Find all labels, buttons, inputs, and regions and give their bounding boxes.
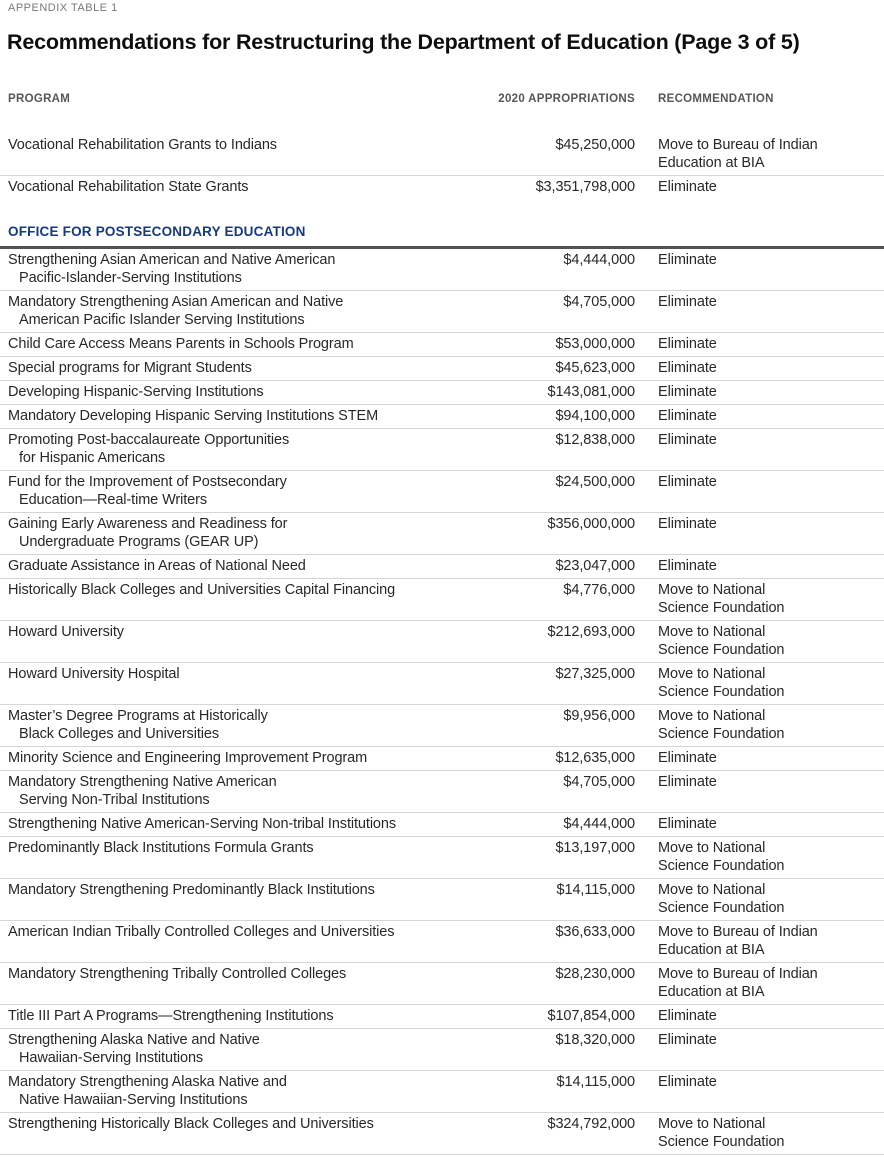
text-line: Graduate Assistance in Areas of National Need xyxy=(8,558,306,574)
table-row xyxy=(0,290,884,332)
text-line: Move to National xyxy=(658,708,766,724)
text-line: Eliminate xyxy=(658,474,717,490)
text-line: Mandatory Strengthening Tribally Controlled Colleges xyxy=(8,966,347,982)
table-row xyxy=(0,962,884,1004)
appropriation-cell: $23,047,000 xyxy=(555,558,635,574)
recommendation-cell xyxy=(658,773,884,809)
recommendation-cell xyxy=(658,665,884,701)
appropriation-cell: $28,230,000 xyxy=(555,966,635,982)
program-cell xyxy=(0,815,498,833)
text-line: Education—Real-time Writers xyxy=(19,492,208,508)
program-cell xyxy=(0,923,498,959)
text-line: Move to National xyxy=(658,624,766,640)
appropriation-cell: $13,197,000 xyxy=(555,840,635,856)
text-line: Education at BIA xyxy=(658,942,765,958)
recommendation-cell xyxy=(658,815,884,833)
appropriation-cell: $3,351,798,000 xyxy=(535,179,635,195)
appropriation-cell: $14,115,000 xyxy=(556,1074,635,1090)
text-line: Eliminate xyxy=(658,336,717,352)
recommendation-cell xyxy=(658,707,884,743)
recommendation-cell xyxy=(658,839,884,875)
appropriation-cell: $107,854,000 xyxy=(547,1008,635,1024)
program-cell xyxy=(0,665,498,701)
program-cell xyxy=(0,1115,498,1151)
program-cell xyxy=(0,881,498,917)
recommendation-cell xyxy=(658,881,884,917)
recommendation-cell xyxy=(658,1031,884,1067)
recommendation-cell xyxy=(658,1073,884,1109)
text-line: Move to Bureau of Indian xyxy=(658,137,818,153)
text-line: Child Care Access Means Parents in Schools Program xyxy=(8,336,354,352)
text-line: Strengthening Asian American and Native American xyxy=(8,252,336,268)
text-line: Fund for the Improvement of Postsecondary xyxy=(8,474,287,490)
text-line: Mandatory Strengthening Alaska Native and xyxy=(8,1074,287,1090)
text-line: Move to National xyxy=(658,582,766,598)
table-row xyxy=(0,1070,884,1112)
text-line: Hawaiian-Serving Institutions xyxy=(19,1050,204,1066)
appropriation-cell: $4,705,000 xyxy=(563,294,635,310)
appropriation-cell: $94,100,000 xyxy=(555,408,635,424)
recommendation-cell xyxy=(658,581,884,617)
recommendation-cell xyxy=(658,1007,884,1025)
appropriation-cell: $12,838,000 xyxy=(555,432,635,448)
text-line: Eliminate xyxy=(658,558,717,574)
appropriation-cell: $356,000,000 xyxy=(547,516,635,532)
recommendation-cell xyxy=(658,136,884,172)
appropriation-cell: $9,956,000 xyxy=(563,708,635,724)
table-row xyxy=(0,920,884,962)
text-line: Move to National xyxy=(658,840,766,856)
recommendation-cell xyxy=(658,749,884,767)
appropriation-cell: $36,633,000 xyxy=(555,924,635,940)
program-cell xyxy=(0,515,498,551)
text-line: Move to Bureau of Indian xyxy=(658,966,818,982)
program-cell xyxy=(0,431,498,467)
text-line: Eliminate xyxy=(658,816,717,832)
text-line: Eliminate xyxy=(658,516,717,532)
text-line: Gaining Early Awareness and Readiness for xyxy=(8,516,288,532)
text-line: Eliminate xyxy=(658,408,717,424)
text-line: Promoting Post-baccalaureate Opportunities xyxy=(8,432,290,448)
program-cell xyxy=(0,557,498,575)
program-cell xyxy=(0,1031,498,1067)
text-line: Science Foundation xyxy=(658,600,785,616)
column-header-program: PROGRAM xyxy=(8,93,71,105)
table-row xyxy=(0,356,884,380)
text-line: Education at BIA xyxy=(658,155,765,171)
text-line: Education at BIA xyxy=(658,984,765,1000)
program-cell xyxy=(0,136,498,172)
text-line: Mandatory Strengthening Native American xyxy=(8,774,277,790)
table-row xyxy=(0,470,884,512)
text-line: Strengthening Historically Black Colleges and Universities xyxy=(8,1116,374,1132)
text-line: Science Foundation xyxy=(658,858,785,874)
text-line: Eliminate xyxy=(658,774,717,790)
table-row xyxy=(0,175,884,199)
recommendation-cell xyxy=(658,383,884,401)
program-cell xyxy=(0,178,498,196)
table-row xyxy=(0,404,884,428)
appropriation-cell: $4,444,000 xyxy=(563,816,635,832)
column-header-recommendation: RECOMMENDATION xyxy=(658,93,774,105)
program-cell xyxy=(0,359,498,377)
text-line: Eliminate xyxy=(658,179,717,195)
text-line: Eliminate xyxy=(658,294,717,310)
text-line: Mandatory Strengthening Asian American and Native xyxy=(8,294,344,310)
text-line: Native Hawaiian-Serving Institutions xyxy=(19,1092,248,1108)
recommendation-cell xyxy=(658,293,884,329)
table-row xyxy=(0,770,884,812)
text-line: Black Colleges and Universities xyxy=(19,726,219,742)
recommendation-cell xyxy=(658,407,884,425)
page-title: Recommendations for Restructuring the Department of Education (Page 3 of 5) xyxy=(7,30,800,54)
text-line: Eliminate xyxy=(658,360,717,376)
column-header-appropriations: 2020 APPROPRIATIONS xyxy=(498,93,635,105)
text-line: Science Foundation xyxy=(658,900,785,916)
text-line: Eliminate xyxy=(658,1032,717,1048)
appropriation-cell: $4,444,000 xyxy=(563,252,635,268)
program-cell xyxy=(0,623,498,659)
text-line: Mandatory Developing Hispanic Serving Institutions STEM xyxy=(8,408,379,424)
recommendation-cell xyxy=(658,335,884,353)
text-line: Predominantly Black Institutions Formula Grants xyxy=(8,840,314,856)
table-row xyxy=(0,812,884,836)
table-row xyxy=(0,836,884,878)
text-line: Howard University Hospital xyxy=(8,666,180,682)
table-row xyxy=(0,512,884,554)
program-cell xyxy=(0,293,498,329)
text-line: American Indian Tribally Controlled Colleges and Universities xyxy=(8,924,395,940)
text-line: Vocational Rehabilitation Grants to Indians xyxy=(8,137,277,153)
appropriation-cell: $4,776,000 xyxy=(563,582,635,598)
text-line: Developing Hispanic-Serving Institutions xyxy=(8,384,264,400)
table-row xyxy=(0,554,884,578)
recommendation-cell xyxy=(658,623,884,659)
table-row xyxy=(0,578,884,620)
text-line: Serving Non-Tribal Institutions xyxy=(19,792,210,808)
program-cell xyxy=(0,749,498,767)
appropriation-cell: $143,081,000 xyxy=(547,384,635,400)
appropriation-cell: $12,635,000 xyxy=(555,750,635,766)
appropriation-cell: $27,325,000 xyxy=(555,666,635,682)
program-cell xyxy=(0,839,498,875)
text-line: Pacific-Islander-Serving Institutions xyxy=(19,270,242,286)
table-kicker: APPENDIX TABLE 1 xyxy=(8,2,118,14)
text-line: Mandatory Strengthening Predominantly Black Institutions xyxy=(8,882,375,898)
recommendation-cell xyxy=(658,1115,884,1151)
recommendation-cell xyxy=(658,431,884,467)
text-line: Minority Science and Engineering Improvement Program xyxy=(8,750,368,766)
program-cell xyxy=(0,383,498,401)
text-line: Strengthening Native American-Serving Non-tribal Institutions xyxy=(8,816,397,832)
text-line: Vocational Rehabilitation State Grants xyxy=(8,179,249,195)
appropriation-cell: $45,623,000 xyxy=(555,360,635,376)
text-line: Howard University xyxy=(8,624,124,640)
program-cell xyxy=(0,965,498,1001)
recommendation-cell xyxy=(658,473,884,509)
text-line: Move to National xyxy=(658,1116,766,1132)
recommendation-cell xyxy=(658,515,884,551)
appropriation-cell: $45,250,000 xyxy=(555,137,635,153)
table-row xyxy=(0,134,884,175)
text-line: Science Foundation xyxy=(658,726,785,742)
table-row xyxy=(0,746,884,770)
recommendation-cell xyxy=(658,965,884,1001)
program-cell xyxy=(0,1007,498,1025)
program-cell xyxy=(0,473,498,509)
text-line: Science Foundation xyxy=(658,642,785,658)
appropriation-cell: $24,500,000 xyxy=(555,474,635,490)
appropriation-cell: $14,115,000 xyxy=(556,882,635,898)
table-row xyxy=(0,704,884,746)
text-line: Title III Part A Programs—Strengthening Institutions xyxy=(8,1008,334,1024)
program-cell xyxy=(0,1073,498,1109)
text-line: Move to National xyxy=(658,666,766,682)
text-line: Eliminate xyxy=(658,750,717,766)
recommendation-cell xyxy=(658,251,884,287)
recommendation-cell xyxy=(658,359,884,377)
program-cell xyxy=(0,407,498,425)
recommendation-cell xyxy=(658,923,884,959)
appropriation-cell: $4,705,000 xyxy=(563,774,635,790)
table-row xyxy=(0,1028,884,1070)
text-line: Eliminate xyxy=(658,1074,717,1090)
text-line: Eliminate xyxy=(658,1008,717,1024)
table-row xyxy=(0,428,884,470)
table-body xyxy=(0,134,884,1155)
appropriation-cell: $212,693,000 xyxy=(547,624,635,640)
text-line: Strengthening Alaska Native and Native xyxy=(8,1032,260,1048)
program-cell xyxy=(0,251,498,287)
program-cell xyxy=(0,707,498,743)
text-line: for Hispanic Americans xyxy=(19,450,166,466)
text-line: Science Foundation xyxy=(658,684,785,700)
text-line: Undergraduate Programs (GEAR UP) xyxy=(19,534,259,550)
table-row xyxy=(0,878,884,920)
appropriation-cell: $324,792,000 xyxy=(547,1116,635,1132)
section-heading: OFFICE FOR POSTSECONDARY EDUCATION xyxy=(0,223,884,249)
text-line: Eliminate xyxy=(658,252,717,268)
appropriation-cell: $18,320,000 xyxy=(555,1032,635,1048)
recommendation-cell xyxy=(658,557,884,575)
recommendation-cell xyxy=(658,178,884,196)
program-cell xyxy=(0,773,498,809)
table-row xyxy=(0,249,884,290)
text-line: Special programs for Migrant Students xyxy=(8,360,252,376)
program-cell xyxy=(0,581,498,617)
table-row xyxy=(0,380,884,404)
text-line: Move to Bureau of Indian xyxy=(658,924,818,940)
table-row xyxy=(0,1112,884,1154)
text-line: Master’s Degree Programs at Historically xyxy=(8,708,268,724)
table-column-headers xyxy=(0,92,884,106)
text-line: Move to National xyxy=(658,882,766,898)
text-line: American Pacific Islander Serving Institutions xyxy=(19,312,305,328)
text-line: Eliminate xyxy=(658,432,717,448)
text-line: Science Foundation xyxy=(658,1134,785,1150)
table-row xyxy=(0,620,884,662)
table-row xyxy=(0,662,884,704)
table-row xyxy=(0,1004,884,1028)
text-line: Historically Black Colleges and Universities Capital Financing xyxy=(8,582,396,598)
appropriation-cell: $53,000,000 xyxy=(555,336,635,352)
program-cell xyxy=(0,335,498,353)
table-row xyxy=(0,332,884,356)
text-line: Eliminate xyxy=(658,384,717,400)
